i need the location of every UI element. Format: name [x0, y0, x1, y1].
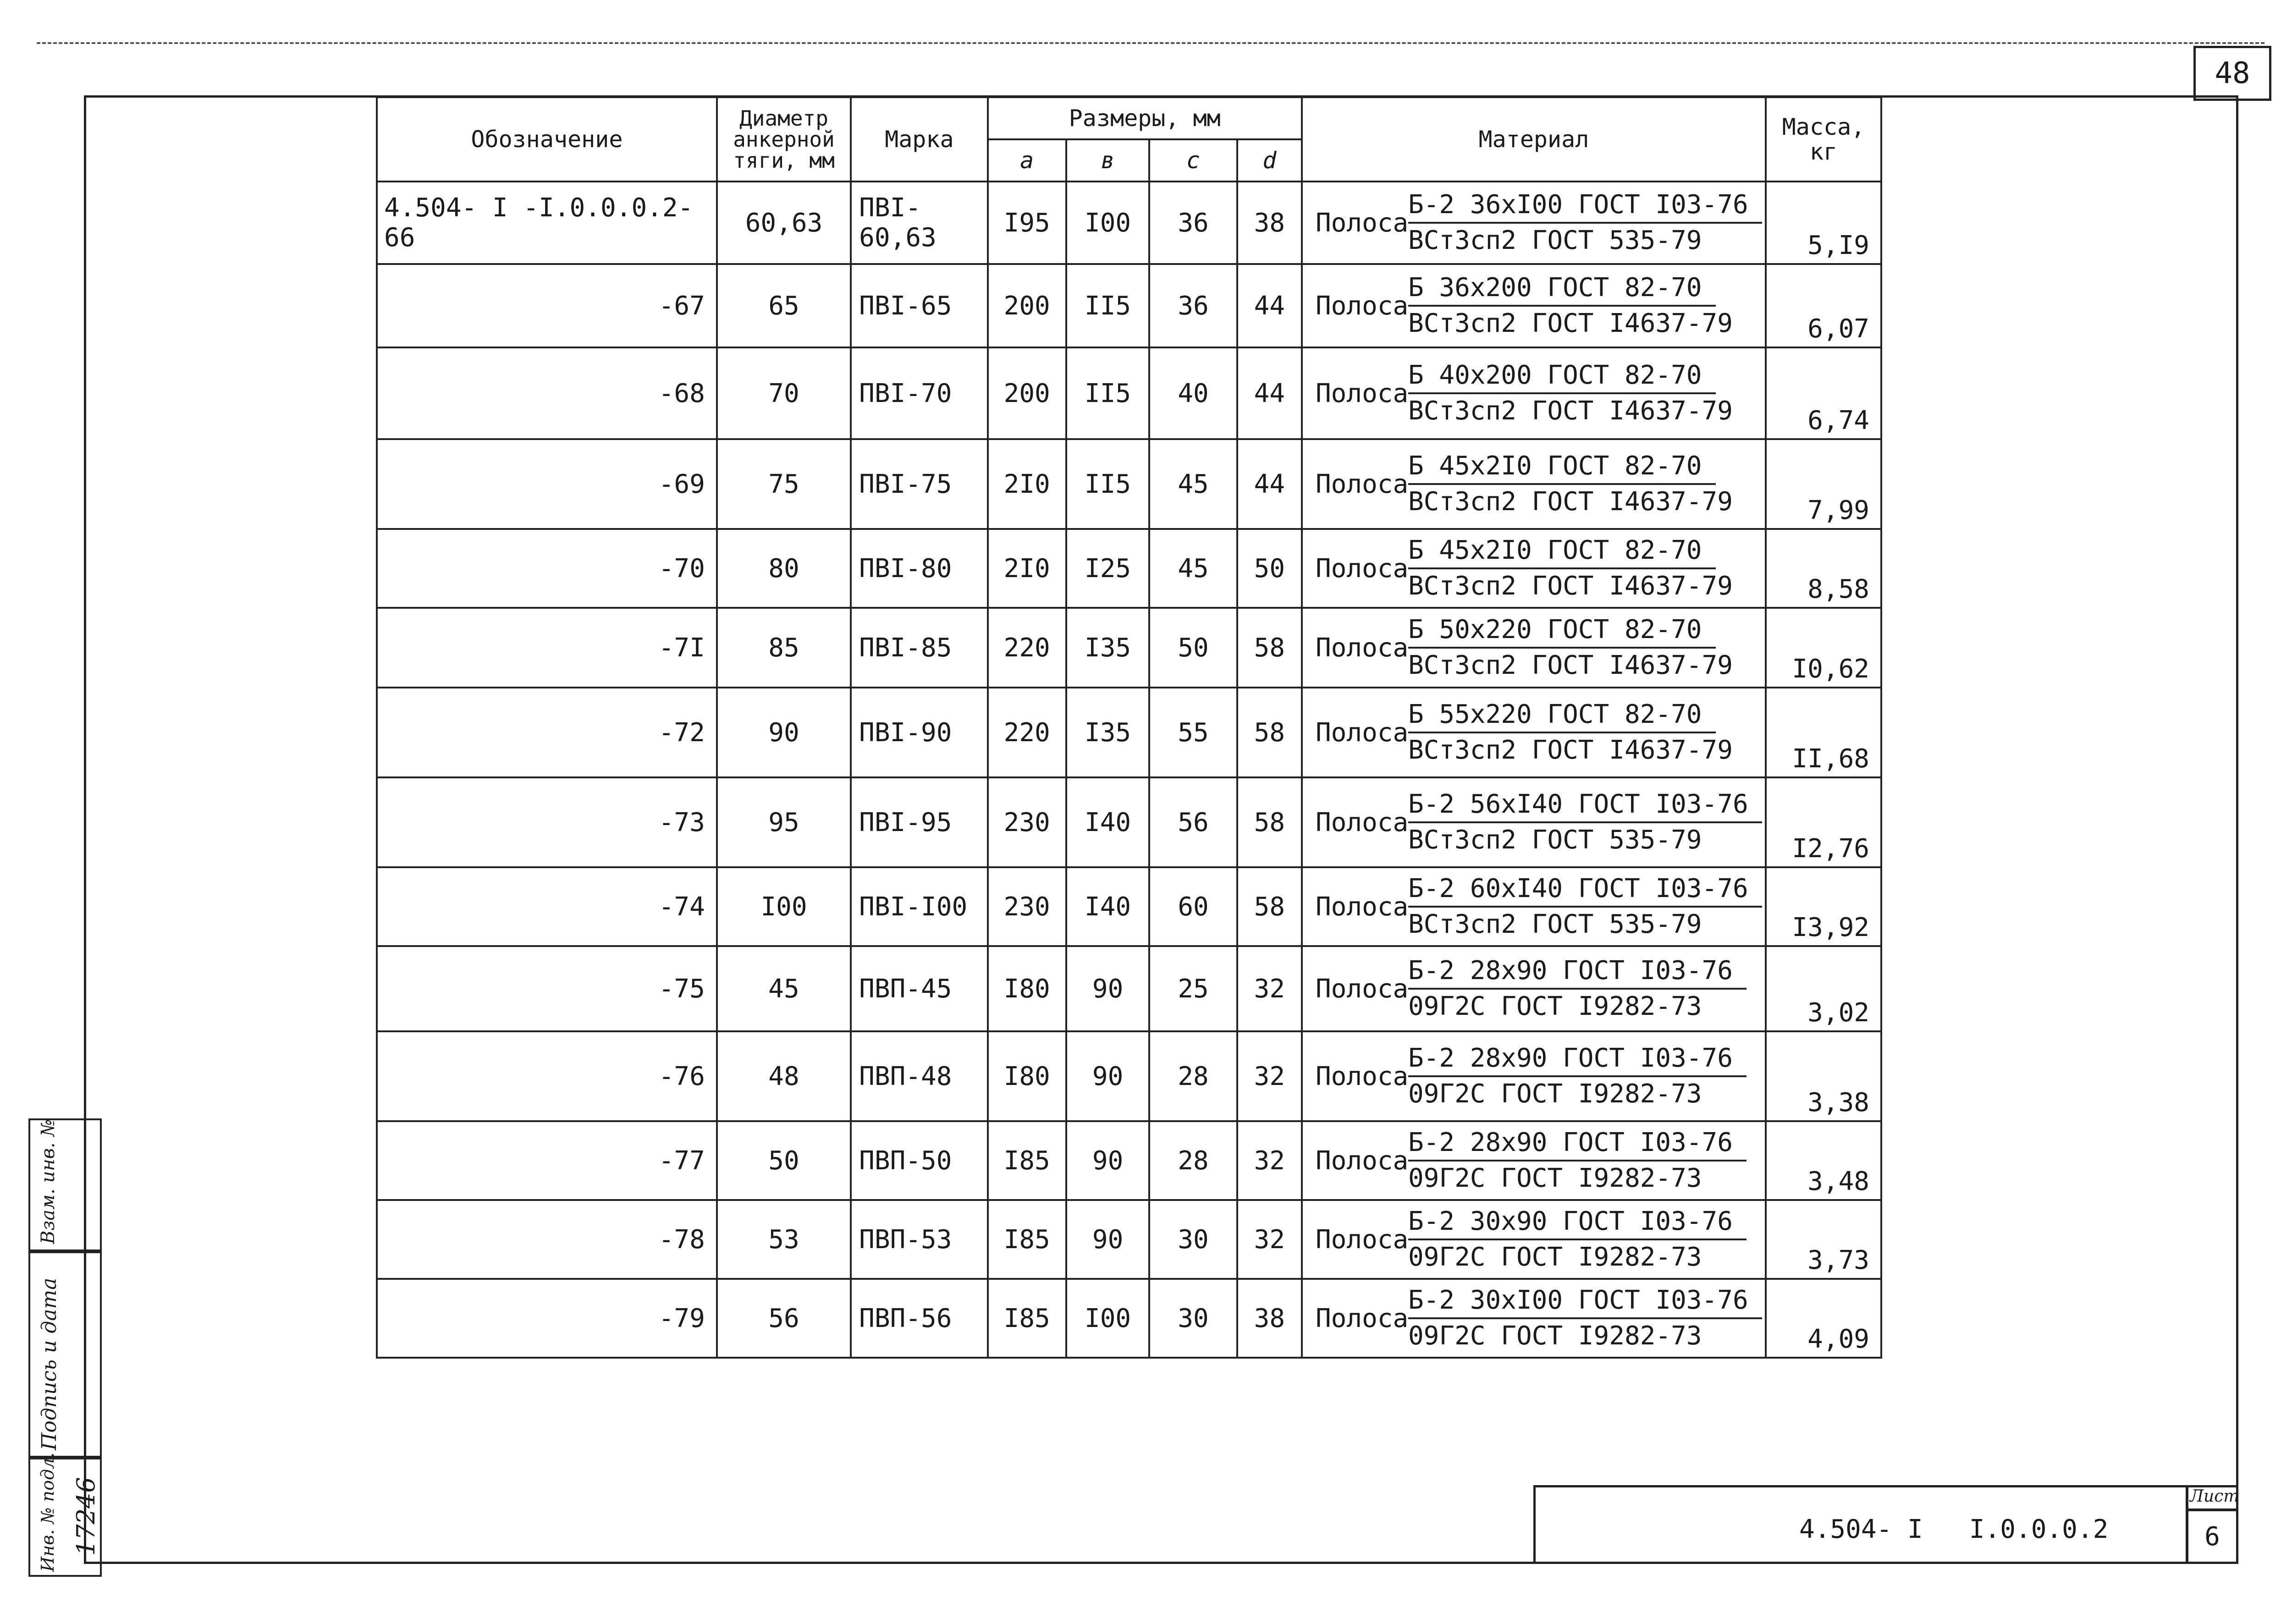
size-a-cell: I95	[988, 182, 1066, 264]
mass-cell: 3,48	[1766, 1121, 1881, 1200]
mark-cell: ПВП-50	[851, 1121, 987, 1200]
size-a-cell: 2I0	[988, 529, 1066, 608]
mass-cell: 8,58	[1766, 529, 1881, 608]
material-profile: Б-2 28x90 ГОСТ I03-76	[1408, 1128, 1747, 1162]
diameter-cell: 90	[717, 688, 851, 777]
material-profile: Б-2 28x90 ГОСТ I03-76	[1408, 956, 1747, 990]
designation-cell: -7I	[377, 608, 717, 688]
material-steel-grade: ВСт3сп2 ГОСТ I4637-79	[1408, 308, 1733, 338]
size-a-cell: 200	[988, 347, 1066, 439]
mark-cell: ПВП-53	[851, 1200, 987, 1279]
material-type: Полоса	[1315, 553, 1409, 584]
material-cell	[1302, 182, 1766, 264]
mass-cell: I0,62	[1766, 608, 1881, 688]
mass-cell: 3,73	[1766, 1200, 1881, 1279]
size-a-cell: I80	[988, 1031, 1066, 1121]
mass-cell: 6,07	[1766, 264, 1881, 347]
size-d-cell: 32	[1237, 1200, 1302, 1279]
size-b-cell: II5	[1066, 264, 1149, 347]
table-row	[377, 439, 1881, 529]
size-b-cell: II5	[1066, 347, 1149, 439]
material-cell	[1302, 777, 1766, 867]
size-d-cell: 50	[1237, 529, 1302, 608]
size-d-cell: 44	[1237, 264, 1302, 347]
table-row	[377, 1031, 1881, 1121]
mass-cell: 6,74	[1766, 347, 1881, 439]
mass-cell: II,68	[1766, 688, 1881, 777]
material-type: Полоса	[1315, 807, 1409, 837]
sheet-number: 6	[2204, 1522, 2220, 1552]
material-steel-grade: 09Г2С ГОСТ I9282-73	[1408, 1163, 1702, 1193]
size-a-cell: 220	[988, 608, 1066, 688]
diameter-cell: 60,63	[717, 182, 851, 264]
size-d-cell: 32	[1237, 1121, 1302, 1200]
material-cell	[1302, 264, 1766, 347]
size-b-cell: I00	[1066, 182, 1149, 264]
size-b-cell: II5	[1066, 439, 1149, 529]
table-row	[377, 529, 1881, 608]
material-type: Полоса	[1315, 208, 1409, 238]
material-steel-grade: ВСт3сп2 ГОСТ I4637-79	[1408, 735, 1733, 765]
size-d-cell: 32	[1237, 946, 1302, 1031]
size-d-cell: 38	[1237, 182, 1302, 264]
mark-cell: ПВI-75	[851, 439, 987, 529]
material-profile: Б 45x2I0 ГОСТ 82-70	[1408, 451, 1716, 485]
size-d-cell: 38	[1237, 1279, 1302, 1358]
stamp-sign-label: Подпись и дата	[38, 1277, 61, 1450]
size-c-cell: 45	[1149, 439, 1237, 529]
diameter-cell: 65	[717, 264, 851, 347]
stamp-replace-label: Взам. инв. №	[38, 1119, 59, 1244]
diameter-cell: 50	[717, 1121, 851, 1200]
designation-cell: -69	[377, 439, 717, 529]
material-steel-grade: ВСт3сп2 ГОСТ I4637-79	[1408, 487, 1733, 517]
designation-cell: -72	[377, 688, 717, 777]
top-page-number: 48	[2193, 46, 2271, 101]
material-cell	[1302, 867, 1766, 946]
size-c-cell: 40	[1149, 347, 1237, 439]
header-size-a: a	[988, 139, 1066, 182]
mark-cell: ПВI-80	[851, 529, 987, 608]
material-profile: Б 40x200 ГОСТ 82-70	[1408, 360, 1716, 394]
material-steel-grade: 09Г2С ГОСТ I9282-73	[1408, 1321, 1702, 1351]
size-d-cell: 32	[1237, 1031, 1302, 1121]
header-mark: Марка	[851, 97, 987, 182]
mass-cell: 5,I9	[1766, 182, 1881, 264]
mass-cell: 3,38	[1766, 1031, 1881, 1121]
mass-cell: 7,99	[1766, 439, 1881, 529]
diameter-cell: 56	[717, 1279, 851, 1358]
size-c-cell: 25	[1149, 946, 1237, 1031]
size-a-cell: 220	[988, 688, 1066, 777]
mark-cell: ПВI-60,63	[851, 182, 987, 264]
material-cell	[1302, 439, 1766, 529]
stamp-inv-value: 17246	[72, 1477, 100, 1556]
material-type: Полоса	[1315, 892, 1409, 922]
size-c-cell: 56	[1149, 777, 1237, 867]
header-sizes: Размеры, мм	[988, 97, 1302, 139]
size-a-cell: 200	[988, 264, 1066, 347]
mark-cell: ПВI-95	[851, 777, 987, 867]
size-d-cell: 58	[1237, 688, 1302, 777]
designation-cell: -70	[377, 529, 717, 608]
title-block-code: 4.504- I I.0.0.0.2	[1799, 1514, 2109, 1544]
side-stamp	[28, 1118, 102, 1577]
material-steel-grade: ВСт3сп2 ГОСТ 535-79	[1408, 825, 1702, 855]
mark-cell: ПВI-90	[851, 688, 987, 777]
designation-cell: -67	[377, 264, 717, 347]
mark-cell: ПВI-65	[851, 264, 987, 347]
mass-cell: I2,76	[1766, 777, 1881, 867]
mass-cell: 3,02	[1766, 946, 1881, 1031]
material-cell	[1302, 1031, 1766, 1121]
table-row	[377, 946, 1881, 1031]
material-type: Полоса	[1315, 717, 1409, 748]
material-profile: Б-2 30x90 ГОСТ I03-76	[1408, 1206, 1747, 1240]
table-row	[377, 688, 1881, 777]
diameter-cell: I00	[717, 867, 851, 946]
size-c-cell: 55	[1149, 688, 1237, 777]
material-steel-grade: ВСт3сп2 ГОСТ I4637-79	[1408, 650, 1733, 680]
stamp-cell-sign	[28, 1251, 102, 1458]
material-steel-grade: ВСт3сп2 ГОСТ I4637-79	[1408, 396, 1733, 426]
size-c-cell: 36	[1149, 264, 1237, 347]
header-mass: Масса, кг	[1766, 97, 1881, 182]
mass-cell: 4,09	[1766, 1279, 1881, 1358]
size-c-cell: 36	[1149, 182, 1237, 264]
material-steel-grade: 09Г2С ГОСТ I9282-73	[1408, 1242, 1702, 1272]
stamp-cell-replace	[28, 1118, 102, 1251]
material-profile: Б-2 36xI00 ГОСТ I03-76	[1408, 190, 1762, 224]
material-type: Полоса	[1315, 378, 1409, 408]
size-d-cell: 44	[1237, 347, 1302, 439]
size-a-cell: I80	[988, 946, 1066, 1031]
size-c-cell: 30	[1149, 1200, 1237, 1279]
mark-cell: ПВП-56	[851, 1279, 987, 1358]
material-profile: Б-2 30xI00 ГОСТ I03-76	[1408, 1285, 1762, 1319]
size-c-cell: 50	[1149, 608, 1237, 688]
size-a-cell: I85	[988, 1121, 1066, 1200]
size-b-cell: 90	[1066, 1200, 1149, 1279]
diameter-cell: 70	[717, 347, 851, 439]
size-b-cell: I35	[1066, 608, 1149, 688]
header-diameter: Диаметр анкерной тяги, мм	[717, 97, 851, 182]
designation-cell: -79	[377, 1279, 717, 1358]
diameter-cell: 45	[717, 946, 851, 1031]
material-type: Полоса	[1315, 291, 1409, 321]
material-cell	[1302, 608, 1766, 688]
material-cell	[1302, 1121, 1766, 1200]
size-b-cell: 90	[1066, 1121, 1149, 1200]
material-cell	[1302, 347, 1766, 439]
mark-cell: ПВI-70	[851, 347, 987, 439]
mass-cell: I3,92	[1766, 867, 1881, 946]
header-size-d: d	[1237, 139, 1302, 182]
size-a-cell: I85	[988, 1279, 1066, 1358]
material-cell	[1302, 946, 1766, 1031]
size-b-cell: I40	[1066, 777, 1149, 867]
material-steel-grade: 09Г2С ГОСТ I9282-73	[1408, 991, 1702, 1021]
diameter-cell: 53	[717, 1200, 851, 1279]
stamp-inv-label: Инв. № подл.	[38, 1452, 58, 1572]
diameter-cell: 75	[717, 439, 851, 529]
material-profile: Б 55x220 ГОСТ 82-70	[1408, 699, 1716, 733]
table-row	[377, 608, 1881, 688]
diameter-cell: 48	[717, 1031, 851, 1121]
table-row	[377, 1279, 1881, 1358]
table-row	[377, 867, 1881, 946]
material-cell	[1302, 529, 1766, 608]
size-d-cell: 44	[1237, 439, 1302, 529]
table-row	[377, 1200, 1881, 1279]
size-a-cell: I85	[988, 1200, 1066, 1279]
header-material: Материал	[1302, 97, 1766, 182]
table-row	[377, 347, 1881, 439]
material-type: Полоса	[1315, 1303, 1409, 1333]
designation-cell: -68	[377, 347, 717, 439]
material-profile: Б 36x200 ГОСТ 82-70	[1408, 273, 1716, 307]
designation-cell: 4.504- I -I.0.0.0.2-66	[377, 182, 717, 264]
table-row	[377, 777, 1881, 867]
size-a-cell: 230	[988, 867, 1066, 946]
size-a-cell: 2I0	[988, 439, 1066, 529]
header-size-b: в	[1066, 139, 1149, 182]
sheet-label: Лист	[2190, 1487, 2239, 1506]
material-profile: Б-2 56xI40 ГОСТ I03-76	[1408, 789, 1762, 823]
size-c-cell: 30	[1149, 1279, 1237, 1358]
material-steel-grade: 09Г2С ГОСТ I9282-73	[1408, 1079, 1702, 1109]
material-profile: Б 50x220 ГОСТ 82-70	[1408, 615, 1716, 649]
designation-cell: -73	[377, 777, 717, 867]
designation-cell: -77	[377, 1121, 717, 1200]
diameter-cell: 95	[717, 777, 851, 867]
stamp-cell-inv	[28, 1452, 102, 1577]
material-type: Полоса	[1315, 1061, 1409, 1091]
material-steel-grade: ВСт3сп2 ГОСТ 535-79	[1408, 909, 1702, 939]
size-b-cell: I40	[1066, 867, 1149, 946]
material-profile: Б-2 28x90 ГОСТ I03-76	[1408, 1043, 1747, 1077]
material-type: Полоса	[1315, 633, 1409, 663]
designation-cell: -76	[377, 1031, 717, 1121]
table-row	[377, 182, 1881, 264]
size-c-cell: 28	[1149, 1121, 1237, 1200]
material-type: Полоса	[1315, 469, 1409, 499]
size-b-cell: 90	[1066, 946, 1149, 1031]
size-c-cell: 28	[1149, 1031, 1237, 1121]
table-row	[377, 1121, 1881, 1200]
material-steel-grade: ВСт3сп2 ГОСТ 535-79	[1408, 226, 1702, 255]
mark-cell: ПВI-85	[851, 608, 987, 688]
header-designation: Обозначение	[377, 97, 717, 182]
size-d-cell: 58	[1237, 777, 1302, 867]
material-profile: Б-2 60xI40 ГОСТ I03-76	[1408, 874, 1762, 908]
header-size-c: c	[1149, 139, 1237, 182]
material-type: Полоса	[1315, 974, 1409, 1004]
material-cell	[1302, 688, 1766, 777]
material-cell	[1302, 1200, 1766, 1279]
table-row	[377, 264, 1881, 347]
top-trim-line	[37, 42, 2264, 44]
size-c-cell: 45	[1149, 529, 1237, 608]
size-d-cell: 58	[1237, 608, 1302, 688]
diameter-cell: 85	[717, 608, 851, 688]
designation-cell: -74	[377, 867, 717, 946]
material-type: Полоса	[1315, 1145, 1409, 1176]
designation-cell: -78	[377, 1200, 717, 1279]
mark-cell: ПВП-45	[851, 946, 987, 1031]
mark-cell: ПВI-I00	[851, 867, 987, 946]
size-d-cell: 58	[1237, 867, 1302, 946]
size-a-cell: 230	[988, 777, 1066, 867]
material-profile: Б 45x2I0 ГОСТ 82-70	[1408, 535, 1716, 569]
material-type: Полоса	[1315, 1224, 1409, 1255]
mark-cell: ПВП-48	[851, 1031, 987, 1121]
title-block	[1533, 1485, 2238, 1564]
size-c-cell: 60	[1149, 867, 1237, 946]
size-b-cell: 90	[1066, 1031, 1149, 1121]
designation-cell: -75	[377, 946, 717, 1031]
material-cell	[1302, 1279, 1766, 1358]
size-b-cell: I00	[1066, 1279, 1149, 1358]
size-b-cell: I25	[1066, 529, 1149, 608]
size-b-cell: I35	[1066, 688, 1149, 777]
diameter-cell: 80	[717, 529, 851, 608]
specification-table	[376, 96, 1882, 1359]
material-steel-grade: ВСт3сп2 ГОСТ I4637-79	[1408, 571, 1733, 601]
